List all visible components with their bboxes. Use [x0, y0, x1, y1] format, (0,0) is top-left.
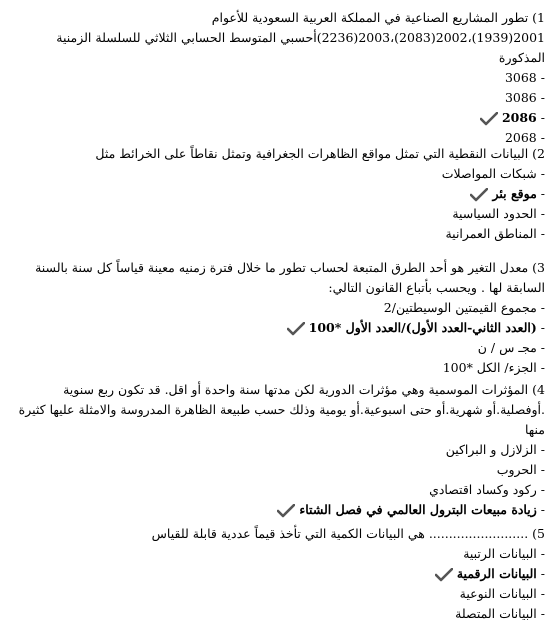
option-label: الجزء/ الكل *100 [442, 360, 537, 375]
question-number: 4) [532, 382, 545, 397]
question-text [8, 8, 545, 68]
option-1[interactable]: -شبكات المواصلات [441, 166, 545, 181]
option-label: البيانات المتصلة [455, 606, 537, 621]
option-label: البيانات الرتبية [463, 546, 537, 561]
option-label: 2068 [504, 130, 537, 145]
question-body: ......................... هي البيانات الكمية التي تأخذ قيماً عددية قابلة للقياس [151, 526, 529, 541]
option-3[interactable]: -الحدود السياسية [452, 206, 545, 221]
option-label: (العدد الثاني-العدد الأول)/العدد الأول *100 [308, 320, 537, 335]
question-text [8, 144, 545, 164]
checkmark-icon [287, 322, 305, 336]
option-label: مجموع القيمتين الوسيطتين/2 [383, 300, 537, 315]
option-1[interactable]: -الزلازل و البراكين [445, 442, 545, 457]
option-3[interactable]: -2086 [8, 108, 545, 128]
question-4 [8, 380, 545, 520]
option-label: 3086 [504, 90, 537, 105]
option-2[interactable]: -الحروب [496, 462, 545, 477]
question-body: المؤثرات الموسمية وهي مؤثرات الدورية لكن مدتها سنة واحدة أو اقل. قد تكون ربع سنوية .أوفصلية.أو شهرية.أو حتى اسبوعية.أو يومية وذلك حسب طبيعة الظاهرة المدروسة والامثلة عليها كثيرة منها [18, 382, 545, 437]
question-2 [8, 144, 545, 244]
option-label: زيادة مبيعات البترول العالمي في فصل الشتاء [299, 502, 537, 517]
question-text [8, 524, 545, 544]
checkmark-icon [470, 188, 488, 202]
option-2[interactable]: -موقع بئر [8, 184, 545, 204]
option-4[interactable]: -الجزء/ الكل *100 [442, 360, 545, 375]
option-1[interactable]: -البيانات الرتبية [463, 546, 545, 561]
question-number: 5) [532, 526, 545, 541]
question-text [8, 258, 545, 298]
option-4[interactable]: -المناطق العمرانية [445, 226, 545, 241]
question-body: تطور المشاريع الصناعية في المملكة العربية السعودية للأعوام 2001(1939)،2002(2083)،2003(2236)أحسبي المتوسط الحسابي الثلاثي للسلسلة الزمنية المذكورة [56, 10, 545, 65]
option-1[interactable]: -3068 [504, 70, 545, 85]
option-label: مجـ س / ن [477, 340, 537, 355]
question-number: 3) [532, 260, 545, 275]
option-2[interactable]: -3086 [504, 90, 545, 105]
question-number: 1) [532, 10, 545, 25]
option-label: الحروب [496, 462, 537, 477]
checkmark-icon [435, 568, 453, 582]
option-1[interactable]: -مجموع القيمتين الوسيطتين/2 [383, 300, 545, 315]
option-label: شبكات المواصلات [441, 166, 537, 181]
question-body: معدل التغير هو أحد الطرق المتبعة لحساب تطور ما خلال فترة زمنيه معينة قياساً كل سنة بالسنة السابقة لها . ويحسب بأتباع القانون التالي: [35, 260, 545, 295]
option-3[interactable]: -مجـ س / ن [477, 340, 545, 355]
option-label: الزلازل و البراكين [445, 442, 537, 457]
question-body: البيانات النقطية التي تمثل مواقع الظاهرات الجغرافية وتمثل نقاطاً على الخرائط مثل [95, 146, 529, 161]
option-label: البيانات الرقمية [456, 566, 537, 581]
option-2[interactable]: -البيانات الرقمية [8, 564, 545, 584]
option-label: المناطق العمرانية [445, 226, 537, 241]
option-4[interactable]: -زيادة مبيعات البترول العالمي في فصل الشتاء [8, 500, 545, 520]
option-3[interactable]: -ركود وكساد اقتصادي [429, 482, 545, 497]
question-5 [8, 524, 545, 624]
option-label: 3068 [504, 70, 537, 85]
option-label: 2086 [501, 110, 537, 125]
question-number: 2) [532, 146, 545, 161]
option-label: البيانات النوعية [459, 586, 537, 601]
checkmark-icon [480, 112, 498, 126]
option-4[interactable]: -البيانات المتصلة [455, 606, 545, 621]
option-2[interactable]: -(العدد الثاني-العدد الأول)/العدد الأول *100 [8, 318, 545, 338]
option-label: الحدود السياسية [452, 206, 537, 221]
question-1 [8, 8, 545, 148]
question-text [8, 380, 545, 440]
option-label: ركود وكساد اقتصادي [429, 482, 537, 497]
option-label: موقع بئر [492, 186, 537, 201]
question-3 [8, 258, 545, 378]
option-4[interactable]: -2068 [504, 130, 545, 145]
checkmark-icon [277, 504, 295, 518]
option-3[interactable]: -البيانات النوعية [459, 586, 545, 601]
